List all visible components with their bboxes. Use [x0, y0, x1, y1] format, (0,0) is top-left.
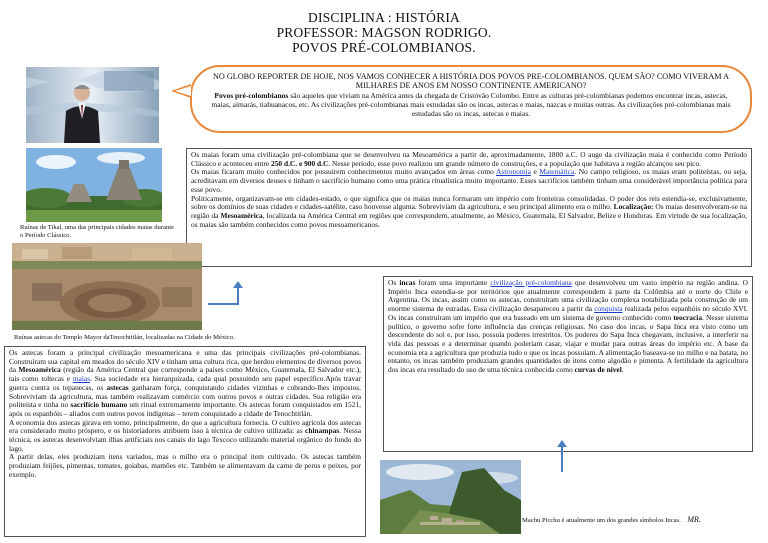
arrow-connector-1	[208, 303, 238, 305]
bubble-term: Povos pré-colombianos	[214, 91, 289, 101]
machu-caption: Machu Picchu é atualmente um dos grandes símbolos Incas. MR.	[522, 515, 701, 524]
matematica-link[interactable]: Matemática	[539, 167, 575, 177]
title-discipline: DISCIPLINA : HISTÓRIA	[308, 10, 460, 25]
arrow-connector-1-stem	[237, 287, 239, 305]
maias-paragraph-1: Os maias foram uma civilização pré-colombiana que se desenvolveu na Mesoamérica a partir de, aproximadamente, 1800 a.C. O auge da civilização maia é conhecido como Período Clássico e aconteceu entre 250 d.C. e 900 d.C. Nesse período, esse povo realizou um grande número de construções, e a população que habitava a região alcançou seu pico.	[191, 150, 747, 168]
arrow-head-2	[557, 440, 567, 447]
maias-paragraph-2: Os maias ficaram muito conhecidos por possuírem conhecimentos muito avançados em áreas como Astronomia e Matemática. No campo religioso, os maias eram politeístas, ou seja, acreditavam em diversos deuses e tinham o sacrifício humano como uma prática ritualística muito importante. Esses sacrifícios também tinham uma considerável importância política para esse povo.	[191, 167, 747, 194]
aztec-caption: Ruínas astecas do Templo Mayor daTenochtitlán, localizadas na Cidade do México.	[14, 334, 235, 341]
speech-bubble	[190, 65, 752, 133]
machu-picchu-photo	[380, 460, 521, 534]
astecas-box	[4, 346, 366, 537]
bubble-definition	[210, 92, 732, 118]
astronomia-link[interactable]: Astronomia	[496, 167, 531, 177]
tikal-caption: Ruínas de Tikal, uma das principais cidades maias durante o Período Clássico.	[20, 224, 175, 239]
bubble-tail-inner	[175, 86, 191, 96]
incas-paragraph: Os incas foram uma importante civilização pré-colombiana que desenvolveu um vasto império na região andina. O Império Inca estendia-se por territórios que atualmente correspondem à parte da Colômbia até o norte do Chile e Argentina. Os incas, assim como os astecas, construíram uma civilização complexa notabilizada pela construção de um enorme sistema de estradas. Essa civilização desapareceu a partir da conquista realizada pelos espanhóis no século XVI. Os incas construíram um império que era baseado em um sistema de governo conhecido como teocracia. Nesse sistema político, o governo sofre forte influência das crenças religiosas. No caso dos incas, o Sapa Inca era visto como um descendente do sol e, por isso, possuía poderes irrestritos. Os poderes do Sapa Inca chegavam, inclusive, a interferir na vida das pessoas e a determinar quando poderiam casar, viajar e mudar para outras áreas do império etc. A base da economia era a agricultura que produzia tudo o que os incas possuíam. A alimentação baseava-se no milho e na batata, no entanto, os incas também produziam grandes quantidades de itens como algodão e pimenta. A fertilidade da agricultura dos incas era resultado do uso de uma técnica conhecida como curvas de nível.	[388, 278, 749, 375]
maias-paragraph-3: Politicamente, organizavam-se em cidades-estado, o que significa que os maias nunca formaram um império com fronteiras consolidadas. O poder dos reis estendia-se, exclusivamente, sobre os domínios de suas cidades e cidades-satélite, caso houvesse alguma. Sobreviviam da agricultura, e seu principal alimento era o milho. Localização: Os maias desenvolveram-se na região da Mesoamérica, localizada na América Central em regiões que correspondem, atualmente, ao México, Guatemala, El Salvador, Belize e Honduras. Em virtude de sua localização, os maias são também conhecidos como povos mesoamericanos.	[191, 193, 747, 229]
civilizacao-link[interactable]: civilização pré-colombiana	[490, 278, 572, 287]
bubble-question: NO GLOBO REPORTER DE HOJE, NOS VAMOS CONHECER A HISTÓRIA DOS POVOS PRE-COLOMBIANOS. QUEM SÃO? COMO VIVERAM A MILHARES DE ANOS EM NOSSO CONTINENTE AMERICANO?	[212, 72, 730, 91]
bubble-text: são aqueles que viviam na América antes da chegada de Cristóvão Colombo. Entre as culturas pré-colombianas podemos encontrar incas, astecas, maias, aimarás, tiahuanacos, etc. As civilizações pré-colombianas mais estudadas são os incas, astecas e maias, nazcas e muitas outras. As civilizações pré-colombianas mais estudadas são os incas, astecas e maias.	[211, 91, 731, 118]
reporter-photo	[26, 67, 159, 143]
conquista-link[interactable]: conquista	[594, 304, 623, 314]
tikal-photo	[26, 148, 162, 222]
astecas-paragraph-1: Os astecas foram a principal civilização mesoamericana e uma das principais civilizações pré-colombianas. Construíram sua capital em meados do século XIV e tinham uma cultura rica, que herdou elementos de diversos povos da Mesoamérica (região da América Central que corresponde a países como México, Guatemala, El Salvador etc.), tais como toltecas e maias. Sua sociedade era hierarquizada, cada qual possuindo seu papel específico.Após travar guerra contra os tepanecas, os astecas ganharam força, conquistando cidades vizinhas e cobrando-lhes impostos. Sobreviviam da agricultura, mas também realizavam comércio com outros povos e outras cidades. Sua religião era politeísta e tinha no sacrifício humano um ritual extremamente importante. Os astecas foram conquistados em 1521, após os espanhóis – aliados com outros povos indígenas – terem conquistado a cidade de Tenochtitlán.	[9, 348, 361, 418]
maias-box	[186, 148, 752, 267]
signature: MR.	[687, 515, 701, 524]
page-title	[0, 10, 768, 55]
incas-box	[383, 276, 753, 452]
astecas-paragraph-2: A economia dos astecas girava em torno, principalmente, do que a agricultura fornecia. O cultivo agrícola dos astecas era considerado muito próspero, e os historiadores atribuem isso à técnica de cultivo utilizada: as chinampas. Nessa técnica, os astecas desenvolviam ilhas artificiais nos canais do lago Texcoco utilizando material orgânico do fundo do lago.	[9, 417, 361, 453]
astecas-paragraph-3: A partir delas, eles produziam itens variados, mas o milho era o principal item cultivado. Os astecas também produziam feijões, pimentas, tomates, goiabas, mamões etc. Também se alimentavam da carne de perus e peixes, por exemplo.	[9, 452, 361, 479]
aztec-photo	[12, 243, 202, 330]
arrow-head-1	[233, 281, 243, 288]
maias-link[interactable]: maias	[72, 374, 91, 384]
title-teacher: PROFESSOR: MAGSON RODRIGO.	[276, 25, 492, 40]
title-topic: POVOS PRÉ-COLOMBIANOS.	[292, 40, 476, 55]
arrow-connector-2	[561, 447, 563, 472]
